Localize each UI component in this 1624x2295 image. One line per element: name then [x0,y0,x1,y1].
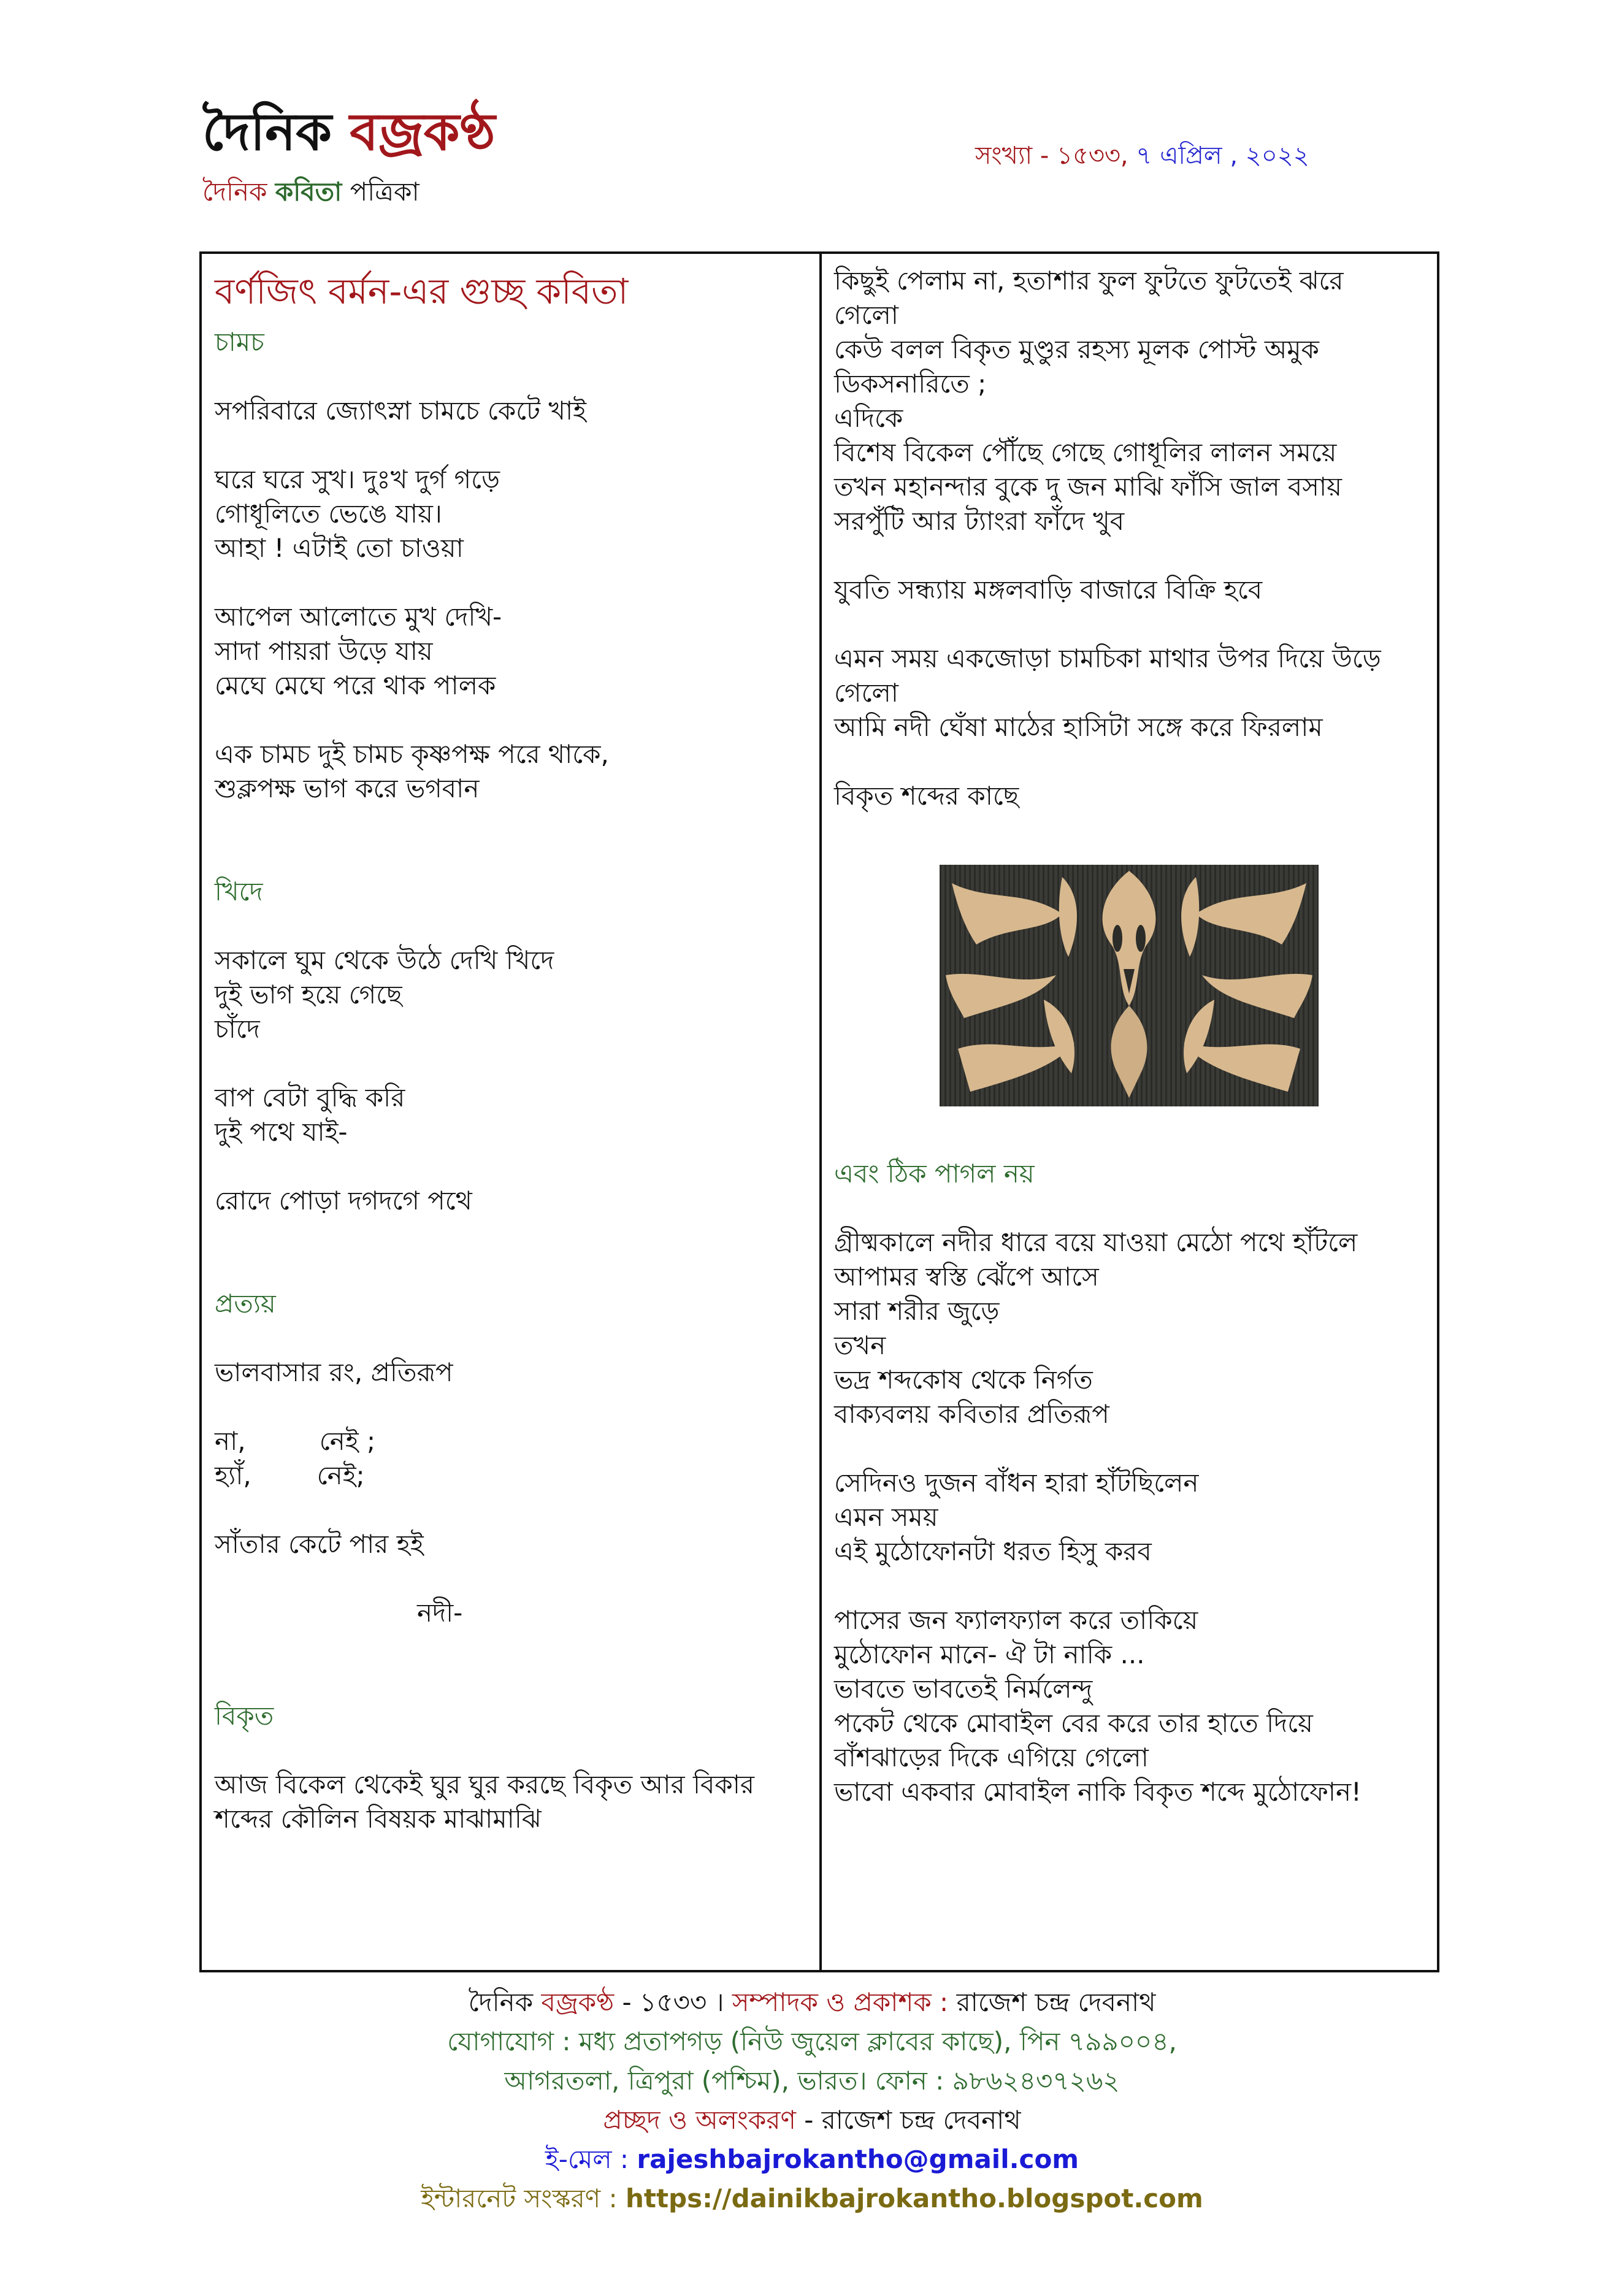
masthead-name-2: বজ্রকণ্ঠ [350,102,496,162]
poem-line: আহা ! এটাই তো চাওয়া [215,533,464,563]
poem-illustration [940,865,1319,1106]
poem-line: এমন সময় একজোড়া চামচিকা মাথার উপর দিয়ে উড়ে [834,643,1381,673]
poem-line: গেলো [834,678,898,708]
poem-line: বাক্যবলয় কবিতার প্রতিরূপ [834,1399,1109,1429]
poem-line: সাদা পায়রা উড়ে যায় [215,636,433,666]
web-link[interactable]: https://dainikbajrokantho.blogspot.com [625,2183,1203,2213]
poem-line: কিছুই পেলাম না, হতাশার ফুল ফুটতে ফুটতেই ঝরে [834,266,1344,296]
poem-line: বাপ বেটা বুদ্ধি করি [215,1082,405,1113]
poem-line: দুই পথে যাই- [215,1117,348,1147]
poem-line: সপরিবারে জ্যোৎস্না চামচে কেটে খাই [215,396,587,426]
poem-heading: এবং ঠিক পাগল নয় [834,1159,1035,1189]
poem-heading: বিকৃত [215,1701,274,1731]
poem-line: সরপুঁটি আর ট্যাংরা ফাঁদে খুব [834,506,1125,536]
poem-line: মুঠোফোন মানে- ঐ টা নাকি ... [834,1639,1145,1669]
issue-label: সংখ্যা - [975,142,1049,170]
poem-line: ঘরে ঘরে সুখ। দুঃখ দুর্গ গড়ে [215,464,500,494]
web-label: ইন্টারনেট সংস্করণ : [421,2183,626,2213]
poem-line: গ্রীষ্মকালে নদীর ধারে বয়ে যাওয়া মেঠো পথে হাঁটলে [834,1227,1358,1257]
subtitle-part-1: দৈনিক [202,177,267,207]
subtitle-part-2: কবিতা [275,177,342,207]
poem-line: সারা শরীর জুড়ে [834,1296,1000,1326]
poem-line: চাঁদে [215,1014,260,1044]
poem-line: এই মুঠোফোনটা ধরত হিসু করব [834,1536,1152,1566]
poem-line: এক চামচ দুই চামচ কৃষ্ণপক্ষ পরে থাকে, [215,739,609,769]
left-column [215,264,803,1836]
column-divider [819,251,822,1972]
poem-line: নদী- [417,1598,463,1628]
poem-line: গোধূলিতে ভেঙে যায়। [215,499,442,529]
poem-line: সেদিনও দুজন বাঁধন হারা হাঁটছিলেন [834,1468,1199,1498]
poem-line: শুক্লপক্ষ ভাগ করে ভগবান [215,773,480,803]
poem-heading: খিদে [215,876,263,906]
footer-web [0,2178,1624,2222]
footer-editor-name: রাজেশ চন্দ্র দেবনাথ [956,1987,1156,2017]
poem-line: তখন মহানন্দার বুকে দু জন মাঝি ফাঁসি জাল বসায় [834,472,1342,502]
poem-line: মেঘে মেঘে পরে থাক পালক [215,670,496,700]
poem-line: হ্যাঁ, নেই; [215,1460,365,1490]
masthead-subtitle [202,172,419,215]
poem-heading: চামচ [215,327,264,357]
poem-line: শব্দের কৌলিন বিষয়ক মাঝামাঝি [215,1804,542,1834]
email-label: ই-মেল : [545,2144,637,2174]
poem-line: পাসের জন ফ্যালফ্যাল করে তাকিয়ে [834,1605,1198,1635]
footer-email [0,2139,1624,2183]
footer-cover-name: - রাজেশ চন্দ্র দেবনাথ [795,2105,1021,2135]
poem-line: সাঁতার কেটে পার হই [215,1529,424,1559]
poem-line: ভদ্র শব্দকোষ থেকে নির্গত [834,1365,1093,1395]
footer-line-1 [0,1982,1624,2026]
poem-line: ভাবতে ভাবতেই নির্মলেন্দু [834,1674,1093,1704]
poem-line: বিকৃত শব্দের কাছে [834,781,1019,811]
poem-line: কেউ বলল বিকৃত মুণ্ডুর রহস্য মূলক পোস্ট অমুক [834,334,1319,364]
issue-number: ১৫৩৩, [1056,142,1128,170]
poem-line: এমন সময় [834,1502,938,1532]
footer-contact: যোগাযোগ : মধ্য প্রতাপগড় (নিউ জুয়েল ক্লাবের কাছে), পিন ৭৯৯০০৪, [447,2026,1177,2056]
poem-line: যুবতি সন্ধ্যায় মঙ্গলবাড়ি বাজারে বিক্রি হবে [834,575,1263,605]
poem-line: দুই ভাগ হয়ে গেছে [215,979,402,1010]
poem-line: পকেট থেকে মোবাইল বের করে তার হাতে দিয়ে [834,1708,1313,1738]
issue-info [975,136,1309,177]
poem-line: না, নেই ; [215,1426,376,1456]
footer-cover-label: প্রচ্ছদ ও অলংকরণ [603,2105,796,2135]
footer-cover-credit [0,2100,1624,2144]
poem-line: বাঁশঝাড়ের দিকে এগিয়ে গেলো [834,1742,1149,1772]
poem-line: ডিকসনারিতে ; [834,369,987,399]
poem-line: সকালে ঘুম থেকে উঠে দেখি খিদে [215,945,554,975]
poem-line: রোদে পোড়া দগদগে পথে [215,1186,472,1216]
poem-collection-title: বর্ণজিৎ বর্মন-এর গুচ্ছ কবিতা [215,270,629,312]
poem-line: আপামর স্বস্তি ঝেঁপে আসে [834,1262,1099,1292]
poem-line: গেলো [834,300,898,330]
poem-line: আমি নদী ঘেঁষা মাঠের হাসিটা সঙ্গে করে ফিরলাম [834,712,1323,742]
footer-address: আগরতলা, ত্রিপুরা (পশ্চিম), ভারত। ফোন : ৯৮৬২৪৩৭২৬২ [504,2066,1120,2096]
footer-issue: - ১৫৩৩ । [614,1987,732,2017]
poem-line: তখন [834,1330,886,1360]
footer-paper-name-2: বজ্রকণ্ঠ [541,1987,615,2017]
masthead-name-1: দৈনিক [202,102,332,162]
poem-line: বিশেষ বিকেল পৌঁছে গেছে গোধূলির লালন সময়ে [834,437,1337,467]
footer-editor-label: সম্পাদক ও প্রকাশক : [732,1987,957,2017]
poem-line: আজ বিকেল থেকেই ঘুর ঘুর করছে বিকৃত আর বিকার [215,1769,755,1799]
footer-paper-name: দৈনিক [468,1987,534,2017]
poem-line: ভালবাসার রং, প্রতিরূপ [215,1357,453,1387]
issue-date: ৭ এপ্রিল , ২০২২ [1136,142,1309,170]
poem-line: আপেল আলোতে মুখ দেখি- [215,602,502,632]
poem-heading: প্রত্যয় [215,1289,276,1319]
email-link[interactable]: rajeshbajrokantho@gmail.com [637,2144,1079,2174]
poem-line: ভাবো একবার মোবাইল নাকি বিকৃত শব্দে মুঠোফোন! [834,1777,1362,1807]
subtitle-part-3: পত্রিকা [350,177,419,207]
masthead-title [202,92,496,178]
poem-line: এদিকে [834,403,903,433]
